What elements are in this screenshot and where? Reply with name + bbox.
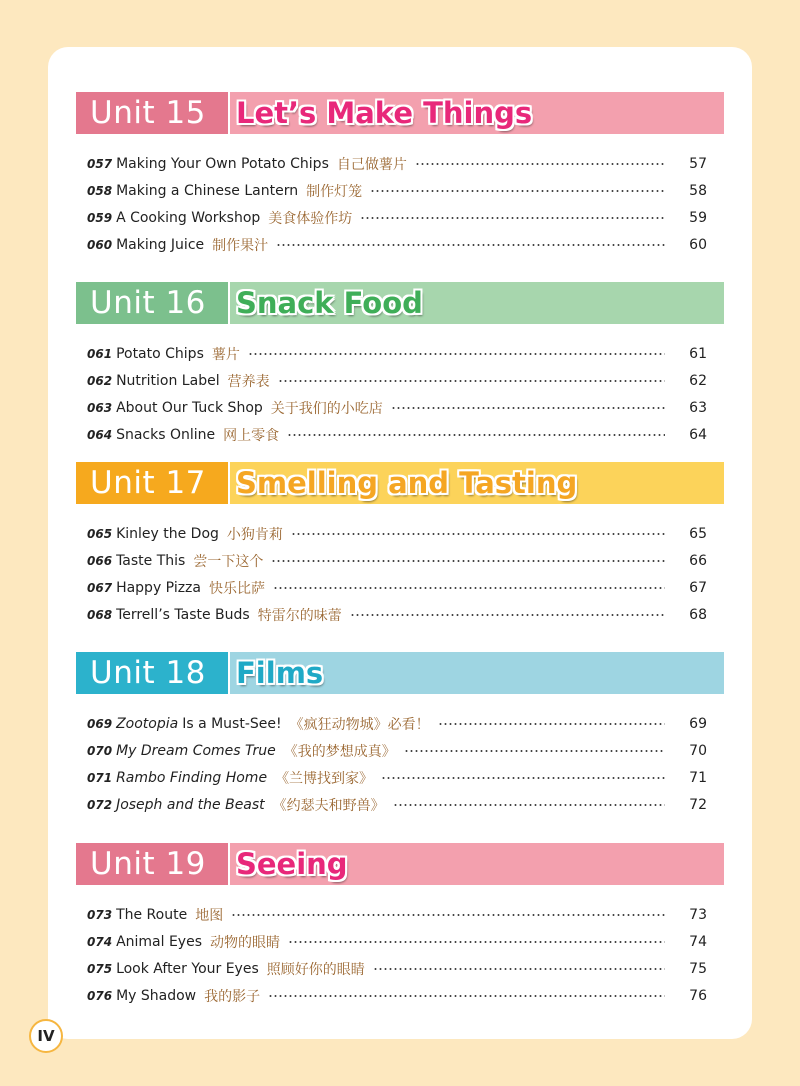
- entry-title-en: Animal Eyes: [116, 934, 202, 950]
- entry-title-zh: 自己做薯片: [336, 157, 407, 173]
- entry-number: 066: [87, 554, 113, 568]
- dot-leader: [278, 380, 665, 382]
- unit-header-16: [76, 282, 724, 324]
- toc-entry-068[interactable]: [87, 602, 707, 628]
- unit-label: Unit 16: [76, 282, 228, 324]
- unit-divider: [228, 843, 230, 885]
- entry-title-zh: 地图: [195, 908, 224, 924]
- entry-page: 74: [689, 934, 707, 950]
- dot-leader: [287, 434, 665, 436]
- dot-leader: [404, 750, 665, 752]
- entry-title-en: Zootopia: [116, 716, 179, 732]
- entry-title-en: Rambo Finding Home: [116, 770, 268, 786]
- entry-title-en: Making a Chinese Lantern: [116, 183, 299, 199]
- unit-header-18: [76, 652, 724, 694]
- entry-title-zh: 《兰博找到家》: [275, 771, 374, 787]
- entry-number: 069: [87, 717, 113, 731]
- entry-page: 69: [689, 716, 707, 732]
- unit-title: Seeing: [236, 847, 348, 881]
- unit-divider: [228, 462, 230, 504]
- entry-title-en: Making Your Own Potato Chips: [116, 156, 329, 172]
- dot-leader: [438, 723, 665, 725]
- entry-title-zh: 《我的梦想成真》: [283, 744, 396, 760]
- toc-entry-059[interactable]: [87, 205, 707, 231]
- toc-entry-071[interactable]: [87, 765, 707, 791]
- toc-entry-057[interactable]: [87, 151, 707, 177]
- toc-entry-060[interactable]: [87, 232, 707, 258]
- entry-number: 059: [87, 211, 113, 225]
- entry-page: 57: [689, 156, 707, 172]
- entry-title-zh: 尝一下这个: [193, 554, 264, 570]
- entry-title-en: A Cooking Workshop: [116, 210, 261, 226]
- unit-divider: [228, 652, 230, 694]
- dot-leader: [391, 407, 665, 409]
- dot-leader: [271, 560, 665, 562]
- toc-entry-074[interactable]: [87, 929, 707, 955]
- toc-entry-069[interactable]: [87, 711, 707, 737]
- entry-page: 71: [689, 770, 707, 786]
- toc-entry-065[interactable]: [87, 521, 707, 547]
- unit-header-19: [76, 843, 724, 885]
- entry-number: 063: [87, 401, 113, 415]
- entry-number: 061: [87, 347, 113, 361]
- entry-title-en-suffix: Is a Must-See!: [182, 716, 282, 732]
- unit-divider: [228, 92, 230, 134]
- entry-title-en: Look After Your Eyes: [116, 961, 259, 977]
- entry-number: 067: [87, 581, 113, 595]
- entry-number: 073: [87, 908, 113, 922]
- unit-label: Unit 15: [76, 92, 228, 134]
- entry-number: 070: [87, 744, 113, 758]
- entry-title-en: Kinley the Dog: [116, 526, 219, 542]
- entry-title-en: Joseph and the Beast: [116, 797, 265, 813]
- toc-entry-067[interactable]: [87, 575, 707, 601]
- entry-title-en: Terrell’s Taste Buds: [116, 607, 250, 623]
- entry-title-en: Taste This: [116, 553, 186, 569]
- unit-title: Let’s Make Things: [236, 96, 533, 130]
- entry-page: 73: [689, 907, 707, 923]
- toc-entry-066[interactable]: [87, 548, 707, 574]
- toc-entry-070[interactable]: [87, 738, 707, 764]
- entry-page: 72: [689, 797, 707, 813]
- entry-title-zh: 小狗肯莉: [226, 527, 283, 543]
- dot-leader: [268, 995, 665, 997]
- entry-number: 064: [87, 428, 113, 442]
- dot-leader: [276, 244, 665, 246]
- entry-page: 68: [689, 607, 707, 623]
- entry-page: 75: [689, 961, 707, 977]
- entry-number: 057: [87, 157, 113, 171]
- entry-page: 63: [689, 400, 707, 416]
- entry-title-zh: 特雷尔的味蕾: [257, 608, 342, 624]
- toc-entry-061[interactable]: [87, 341, 707, 367]
- entry-page: 66: [689, 553, 707, 569]
- entry-page: 58: [689, 183, 707, 199]
- entry-title-zh: 制作灯笼: [306, 184, 363, 200]
- toc-entry-062[interactable]: [87, 368, 707, 394]
- entry-title-zh: 动物的眼睛: [210, 935, 280, 951]
- dot-leader: [415, 163, 665, 165]
- dot-leader: [288, 941, 665, 943]
- unit-title: Smelling and Tasting: [236, 466, 578, 500]
- entry-page: 70: [689, 743, 707, 759]
- dot-leader: [370, 190, 665, 192]
- entry-title-en: My Dream Comes True: [116, 743, 276, 759]
- unit-label: Unit 17: [76, 462, 228, 504]
- dot-leader: [231, 914, 665, 916]
- toc-entry-073[interactable]: [87, 902, 707, 928]
- entry-title-zh: 美食体验作坊: [268, 211, 353, 227]
- dot-leader: [360, 217, 665, 219]
- dot-leader: [273, 587, 665, 589]
- entry-number: 076: [87, 989, 113, 1003]
- entry-title-en: The Route: [116, 907, 188, 923]
- unit-label: Unit 19: [76, 843, 228, 885]
- dot-leader: [291, 533, 665, 535]
- unit-title: Snack Food: [236, 286, 423, 320]
- unit-divider: [228, 282, 230, 324]
- entry-number: 058: [87, 184, 113, 198]
- entry-title-zh: 我的影子: [204, 989, 261, 1005]
- entry-page: 67: [689, 580, 707, 596]
- entry-number: 068: [87, 608, 113, 622]
- toc-entry-058[interactable]: [87, 178, 707, 204]
- entry-page: 60: [689, 237, 707, 253]
- entry-page: 76: [689, 988, 707, 1004]
- entry-title-zh: 快乐比萨: [208, 581, 265, 597]
- toc-entry-072[interactable]: [87, 792, 707, 818]
- entry-title-en: Potato Chips: [116, 346, 204, 362]
- entry-title-zh: 关于我们的小吃店: [270, 401, 383, 417]
- page-folio: IV: [29, 1019, 63, 1053]
- dot-leader: [393, 804, 665, 806]
- toc-entry-064[interactable]: [87, 422, 707, 448]
- entry-title-zh: 薯片: [211, 347, 240, 363]
- entry-title-en: Happy Pizza: [116, 580, 201, 596]
- entry-page: 61: [689, 346, 707, 362]
- entry-title-en: Making Juice: [116, 237, 205, 253]
- entry-title-zh: 《约瑟夫和野兽》: [272, 798, 385, 814]
- entry-title-en: Snacks Online: [116, 427, 216, 443]
- dot-leader: [248, 353, 665, 355]
- entry-number: 071: [87, 771, 113, 785]
- unit-header-17: [76, 462, 724, 504]
- entry-number: 060: [87, 238, 113, 252]
- entry-page: 64: [689, 427, 707, 443]
- dot-leader: [350, 614, 665, 616]
- toc-entry-075[interactable]: [87, 956, 707, 982]
- entry-title-en: Nutrition Label: [116, 373, 220, 389]
- entry-number: 075: [87, 962, 113, 976]
- entry-page: 65: [689, 526, 707, 542]
- entry-title-en: My Shadow: [116, 988, 197, 1004]
- entry-number: 062: [87, 374, 113, 388]
- entry-title-zh: 制作果汁: [212, 238, 269, 254]
- entry-number: 072: [87, 798, 113, 812]
- entry-title-zh: 《疯狂动物城》必看！: [289, 717, 430, 733]
- entry-page: 62: [689, 373, 707, 389]
- dot-leader: [373, 968, 665, 970]
- entry-title-zh: 照顾好你的眼睛: [266, 962, 365, 978]
- entry-number: 074: [87, 935, 113, 949]
- unit-title: Films: [236, 656, 324, 690]
- toc-entry-063[interactable]: [87, 395, 707, 421]
- entry-number: 065: [87, 527, 113, 541]
- unit-label: Unit 18: [76, 652, 228, 694]
- entry-title-zh: 营养表: [227, 374, 270, 390]
- unit-header-15: [76, 92, 724, 134]
- toc-entry-076[interactable]: [87, 983, 707, 1009]
- entry-title-zh: 网上零食: [223, 428, 280, 444]
- entry-page: 59: [689, 210, 707, 226]
- entry-title-en: About Our Tuck Shop: [116, 400, 263, 416]
- dot-leader: [381, 777, 665, 779]
